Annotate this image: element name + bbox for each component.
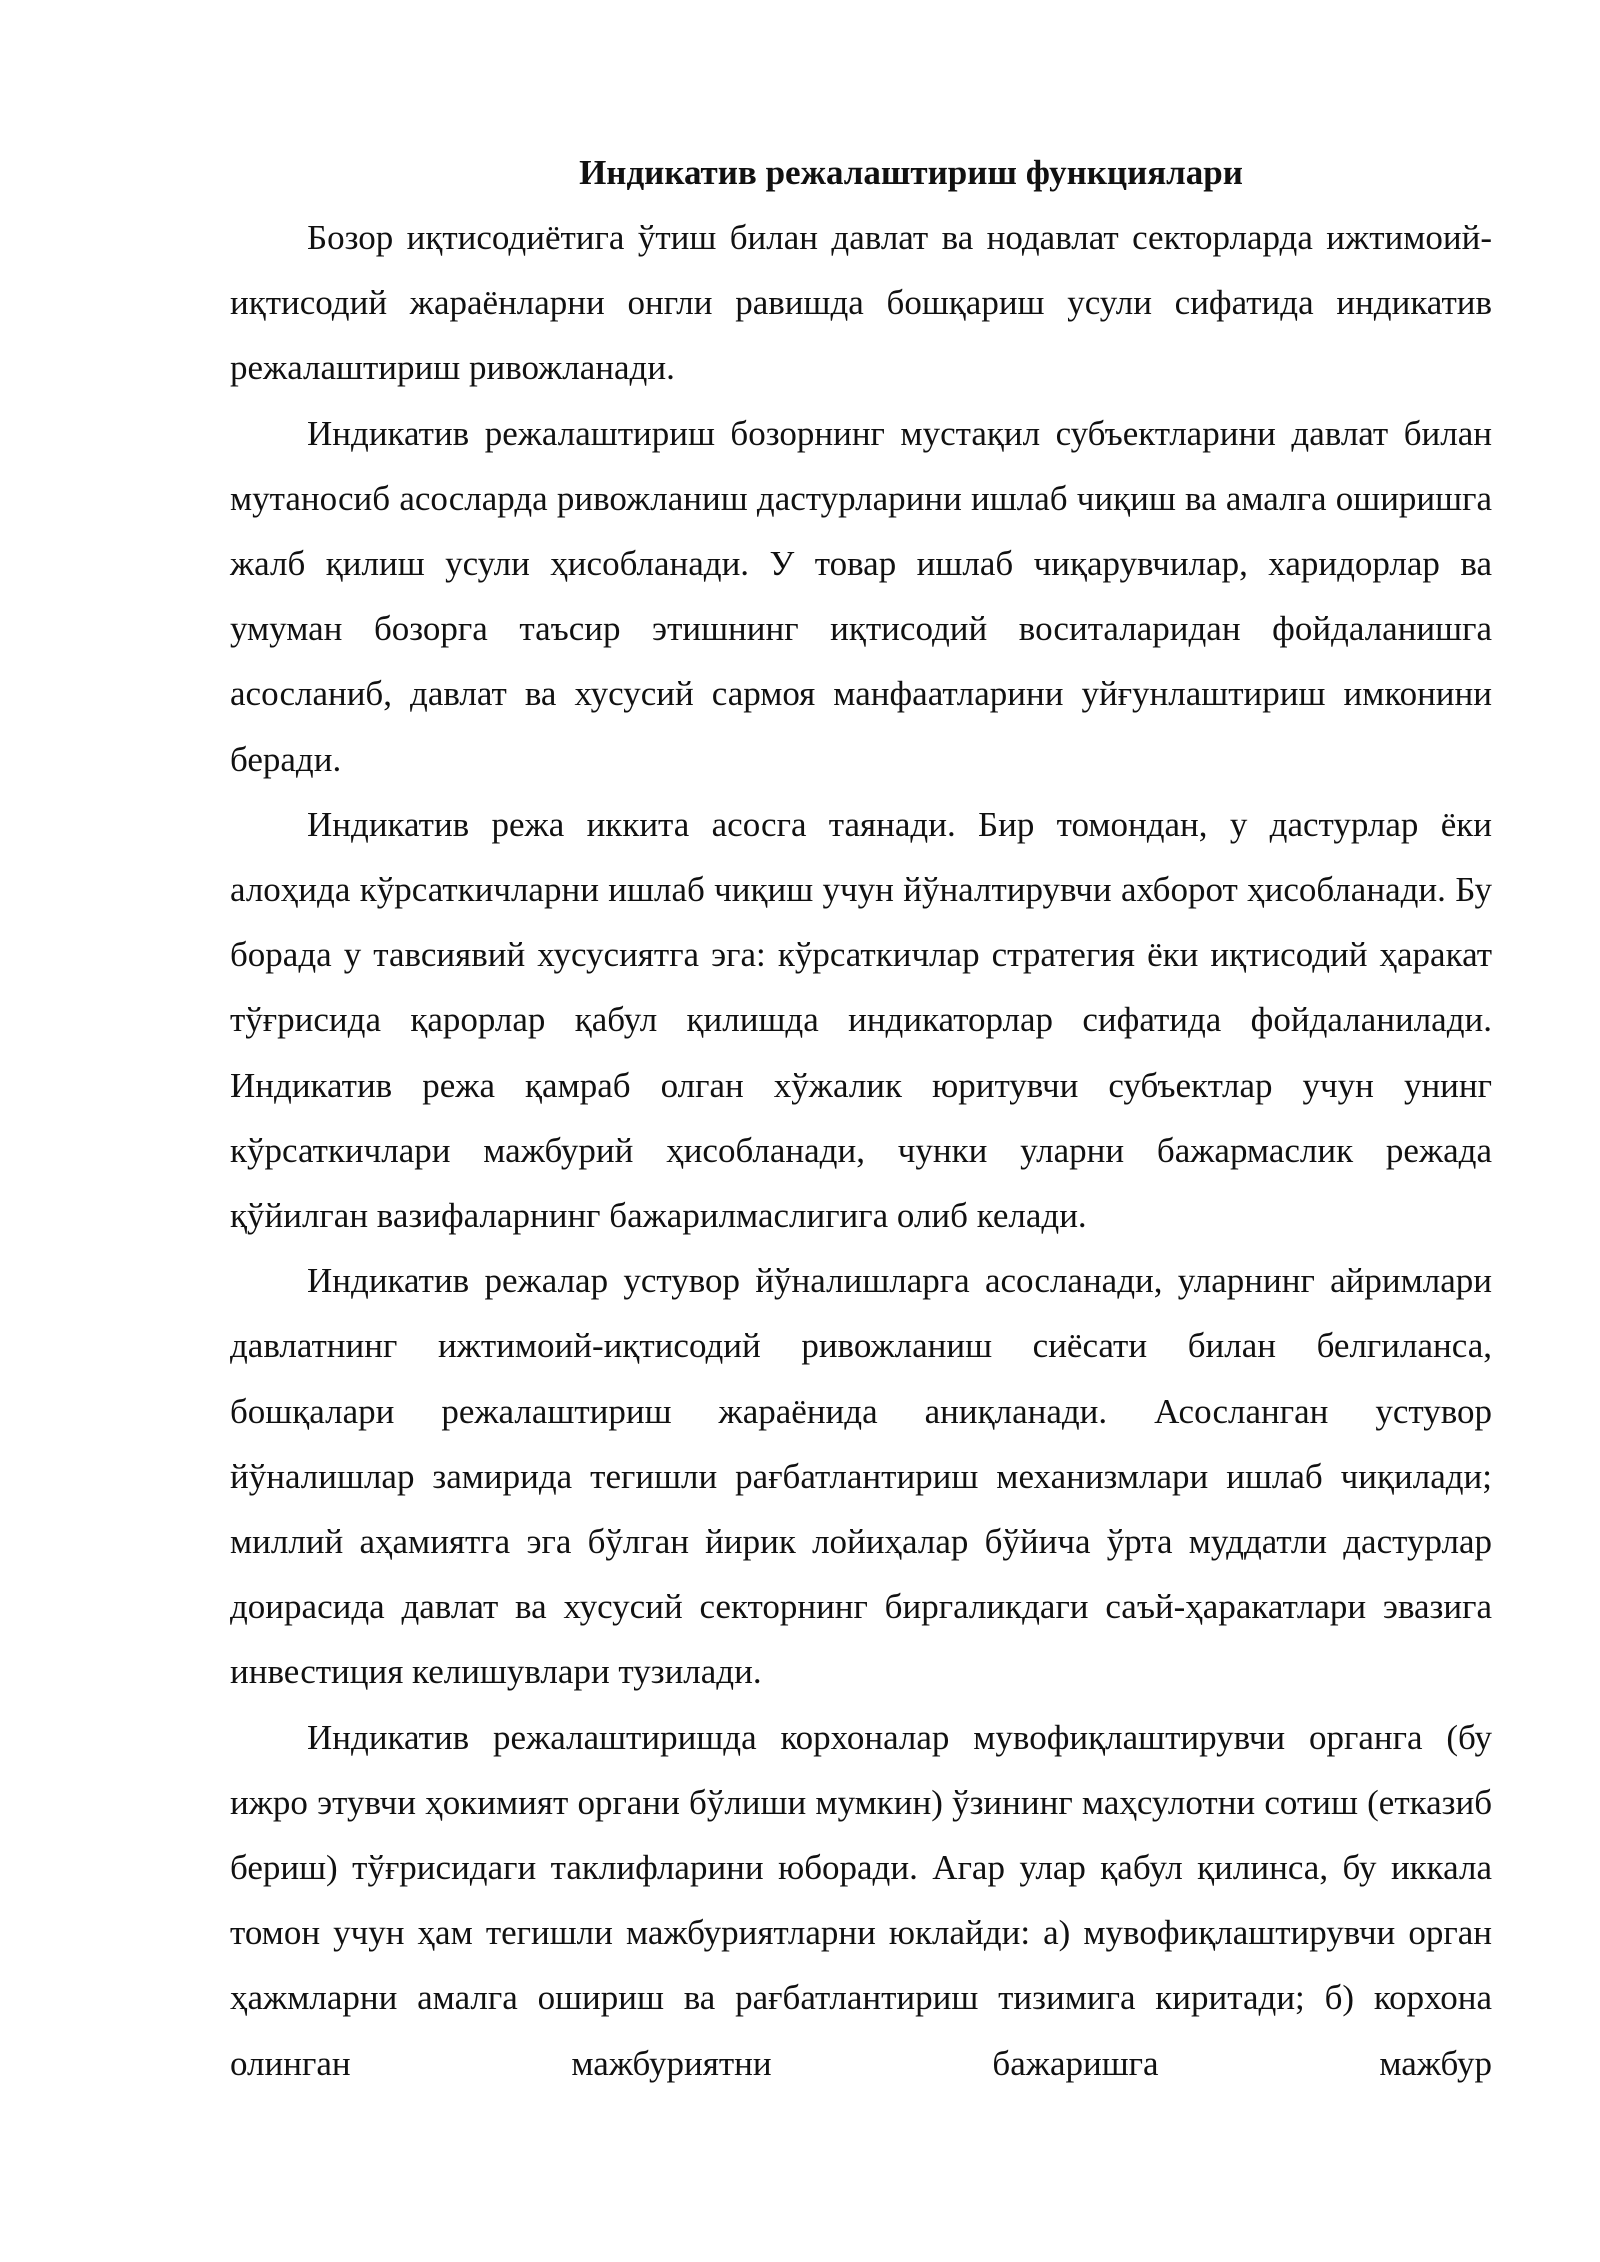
paragraph-3: Индикатив режа иккита асосга таянади. Бир томондан, у дастурлар ёки алоҳида кўрсаткичларни ишлаб чиқиш учун йўналтирувчи ахборот ҳисобланади. Бу борада у тавсиявий хусусиятга эга: кўрсаткичлар стратегия ёки иқтисодий ҳаракат тўғрисида қарорлар қабул қилишда индикаторлар сифатида фойдаланилади. Индикатив режа қамраб олган хўжалик юритувчи субъектлар учун унинг кўрсаткичлари мажбурий ҳисобланади, чунки уларни бажармаслик режада қўйилган вазифаларнинг бажарилмаслигига олиб келади. [230, 804, 1492, 1236]
document-page [230, 140, 1492, 2096]
paragraph-1: Бозор иқтисодиётига ўтиш билан давлат ва нодавлат секторларда ижтимоий-иқтисодий жараёнларни онгли равишда бошқариш усули сифатида индикатив режалаштириш ривожланади. [230, 218, 1492, 388]
paragraph-2: Индикатив режалаштириш бозорнинг мустақил субъектларини давлат билан мутаносиб асосларда ривожланиш дастурларини ишлаб чиқиш ва амалга оширишга жалб қилиш усули ҳисобланади. У товар ишлаб чиқарувчилар, харидорлар ва умуман бозорга таъсир этишнинг иқтисодий воситаларидан фойдаланишга асосланиб, давлат ва хусусий сармоя манфаатларини уйғунлаштириш имконини беради. [230, 413, 1492, 779]
paragraph-5: Индикатив режалаштиришда корхоналар мувофиқлаштирувчи органга (бу ижро этувчи ҳокимият органи бўлиши мумкин) ўзининг маҳсулотни сотиш (етказиб бериш) тўғрисидаги таклифларини юборади. Агар улар қабул қилинса, бу иккала томон учун ҳам тегишли мажбуриятларни юклайди: а) мувофиқлаштирувчи орган ҳажмларни амалга ошириш ва рағбатлантириш тизимига киритади; б) корхона олинган мажбуриятни бажаришга мажбур [230, 1717, 1492, 2083]
document-title: Индикатив режалаштириш функциялари [579, 153, 1243, 192]
paragraph-4: Индикатив режалар устувор йўналишларга асосланади, уларнинг айримлари давлатнинг ижтимоий-иқтисодий ривожланиш сиёсати билан белгиланса, бошқалари режалаштириш жараёнида аниқланади. Асосланган устувор йўналишлар замирида тегишли рағбатлантириш механизмлари ишлаб чиқилади; миллий аҳамиятга эга бўлган йирик лойиҳалар бўйича ўрта муддатли дастурлар доирасида давлат ва хусусий секторнинг биргаликдаги саъй-ҳаракатлари эвазига инвестиция келишувлари тузилади. [230, 1261, 1492, 1692]
